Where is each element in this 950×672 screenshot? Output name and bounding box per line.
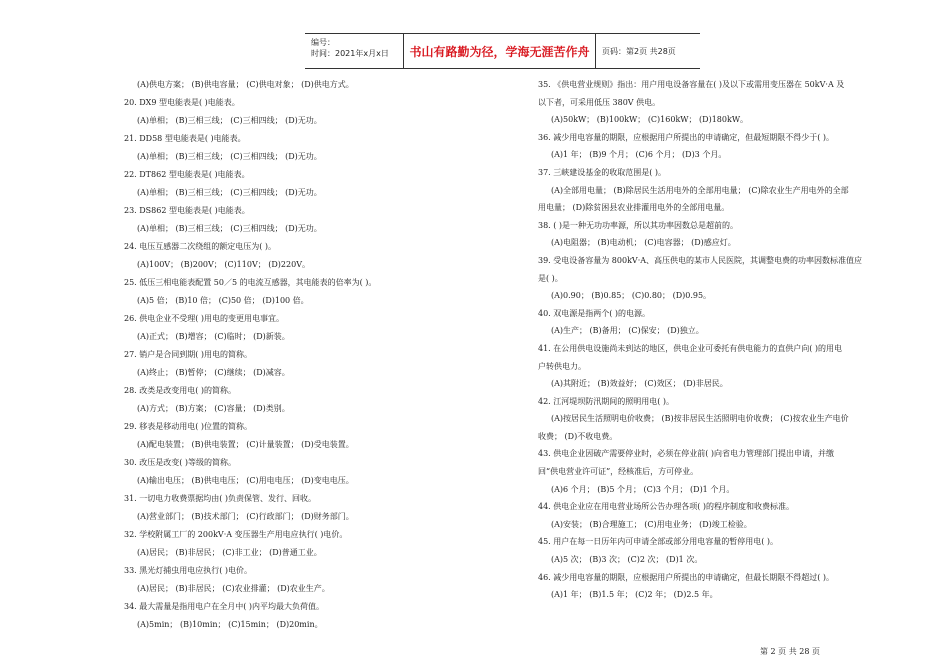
left-column [124, 76, 504, 634]
answer-options-line: (A)1 年； (B)9 个月； (C)6 个月； (D)3 个月。 [551, 150, 727, 160]
answer-options-line: (A)单相； (B)三相三线； (C)三相四线； (D)无功。 [137, 224, 322, 233]
question-text-line: 26. 供电企业不受理( )用电的变更用电事宜。 [124, 314, 285, 323]
answer-options-line: (A)居民； (B)非居民； (C)非工业； (D)普通工业。 [137, 548, 322, 557]
answer-options-line: (A)单相； (B)三相三线； (C)三相四线； (D)无功。 [137, 152, 322, 161]
question-text-line: 23. DS862 型电能表是( )电能表。 [124, 206, 250, 215]
question-text-line: 45. 用户在每一日历年内可申请全部或部分用电容量的暂停用电( )。 [538, 537, 779, 547]
answer-options-line: (A)方式； (B)方案； (C)容量； (D)类别。 [137, 404, 290, 413]
answer-options-line: (A)0.90； (B)0.85； (C)0.80； (D)0.95。 [551, 291, 712, 301]
answer-options-line: (A)正式； (B)增容； (C)临时； (D)新装。 [137, 332, 290, 341]
question-text-line: 35. 《供电营业规则》指出：用户用电设备容量在( )及以下或需用变压器在 50kV·A 及 [538, 80, 845, 89]
answer-options-line: (A)单相； (B)三相三线； (C)三相四线； (D)无功。 [137, 188, 322, 197]
question-text-line: 21. DD58 型电能表是( )电能表。 [124, 134, 246, 143]
answer-options-line: (A)终止； (B)暂停； (C)继续； (D)减容。 [137, 368, 290, 377]
question-text-line: 28. 改类是改变用电( )的简称。 [124, 386, 237, 395]
answer-options-line: (A)全部用电量； (B)除居民生活用电外的全部用电量； (C)除农业生产用电外的全部 [551, 185, 849, 195]
right-column [538, 76, 880, 604]
answer-options-line: (A)其附近； (B)效益好； (C)效区； (D)非居民。 [551, 379, 728, 389]
question-text-line: 24. 电压互感器二次绕组的额定电压为( )。 [124, 242, 277, 251]
question-text-line: 25. 低压三相电能表配置 50／5 的电流互感器，其电能表的倍率为( )。 [124, 278, 377, 287]
question-text-line: 42. 江河堤坝防汛期间的照明用电( )。 [538, 396, 675, 406]
answer-options-line: (A)6 个月； (B)5 个月； (C)3 个月； (D)1 个月。 [551, 484, 735, 494]
document-time-label: 时间：2021年x月x日 [311, 49, 389, 58]
question-text-line: 回“供电营业许可证”，经核准后，方可停业。 [538, 467, 699, 477]
question-text-line: 31. 一切电力收费票据均由( )负责保管、发行、回收。 [124, 494, 317, 503]
header-info-cell [305, 34, 404, 68]
question-text-line: 户转供电力。 [538, 361, 586, 371]
question-text-line: 38. ( )是一种无功功率源，所以其功率因数总是超前的。 [538, 220, 739, 230]
question-text-line: 33. 黑光灯捕虫用电应执行( )电价。 [124, 566, 253, 575]
answer-options-line: (A)安装； (B)合理施工； (C)用电业务； (D)竣工检验。 [551, 519, 752, 529]
answer-options-line: (A)输出电压； (B)供电电压； (C)用电电压； (D)变电电压。 [137, 476, 354, 485]
answer-options-line: (A)单相； (B)三相三线； (C)三相四线； (D)无功。 [137, 116, 322, 125]
question-text-line: 是( )。 [538, 273, 563, 283]
question-text-line: 收费； (D)不收电费。 [538, 431, 618, 441]
header-page-number: 页码：第2页 共28页 [602, 47, 676, 56]
question-text-line: 34. 最大需量是指用电户在全月中( )内平均最大负荷值。 [124, 602, 325, 611]
answer-options-line: (A)生产； (B)备用； (C)保安； (D)独立。 [551, 326, 704, 336]
answer-options-line: (A)供电方案； (B)供电容量； (C)供电对象； (D)供电方式。 [137, 80, 354, 89]
question-text-line: 36. 减少用电容量的期限，应根据用户所提出的申请确定，但最短期限不得少于( )。 [538, 132, 835, 142]
question-text-line: 41. 在公用供电设施尚未到达的地区，供电企业可委托有供电能力的直供户向( )的用电 [538, 343, 843, 353]
question-text-line: 30. 改压是改变( )等级的简称。 [124, 458, 237, 467]
answer-options-line: (A)营业部门； (B)技术部门； (C)行政部门； (D)财务部门。 [137, 512, 354, 521]
question-text-line: 以下者，可采用低压 380V 供电。 [538, 97, 661, 107]
answer-options-line: (A)50kW； (B)100kW； (C)160kW； (D)180kW。 [551, 115, 749, 125]
question-text-line: 22. DT862 型电能表是( )电能表。 [124, 170, 250, 179]
question-text-line: 46. 减少用电容量的期限，应根据用户所提出的申请确定，但最长期限不得超过( )。 [538, 572, 835, 582]
header-motto: 书山有路勤为径，学海无涯苦作舟 [409, 45, 590, 59]
question-text-line: 43. 供电企业因破产需要停业时，必须在停业前( )向省电力管理部门提出申请，并缴 [538, 449, 835, 459]
question-text-line: 27. 销户是合同到期( )用电的简称。 [124, 350, 253, 359]
answer-options-line: (A)5 次； (B)3 次； (C)2 次； (D)1 次。 [551, 555, 703, 565]
question-text-line: 20. DX9 型电能表是( )电能表。 [124, 98, 240, 107]
question-text-line: 37. 三峡建设基金的收取范围是( )。 [538, 167, 667, 177]
header-motto-cell [404, 34, 596, 68]
question-text-line: 39. 受电设备容量为 800kV·A、高压供电的某市人民医院，其调整电费的功率因数标准值应 [538, 255, 863, 265]
answer-options-line: (A)5 倍； (B)10 倍； (C)50 倍； (D)100 倍。 [137, 296, 309, 305]
header-page-cell [596, 34, 700, 68]
question-text-line: 29. 移表是移动用电( )位置的简称。 [124, 422, 253, 431]
question-text-line: 40. 双电源是指两个( )的电源。 [538, 308, 651, 318]
document-number-label: 编号： [311, 38, 335, 47]
footer-page-number: 第 2 页 共 28 页 [760, 647, 820, 656]
answer-options-line: (A)配电装置； (B)供电装置； (C)计量装置； (D)受电装置。 [137, 440, 354, 449]
question-text-line: 用电量； (D)除贫困县农业排灌用电外的全部用电量。 [538, 203, 730, 213]
answer-options-line: (A)居民； (B)非居民； (C)农业排灌； (D)农业生产。 [137, 584, 330, 593]
answer-options-line: (A)100V； (B)200V； (C)110V； (D)220V。 [137, 260, 310, 269]
question-text-line: 32. 学校附属工厂的 200kV·A 变压器生产用电应执行( )电价。 [124, 530, 348, 539]
answer-options-line: (A)电阻器； (B)电动机； (C)电容器； (D)感应灯。 [551, 238, 736, 248]
answer-options-line: (A)按居民生活照明电价收费； (B)按非居民生活照明电价收费； (C)按农业生产电价 [551, 414, 849, 424]
answer-options-line: (A)1 年； (B)1.5 年； (C)2 年； (D)2.5 年。 [551, 590, 718, 600]
question-text-line: 44. 供电企业应在用电营业场所公告办理各项( )的程序制度和收费标准。 [538, 502, 795, 512]
answer-options-line: (A)5min； (B)10min； (C)15min； (D)20min。 [137, 620, 323, 629]
page-header [305, 33, 700, 69]
